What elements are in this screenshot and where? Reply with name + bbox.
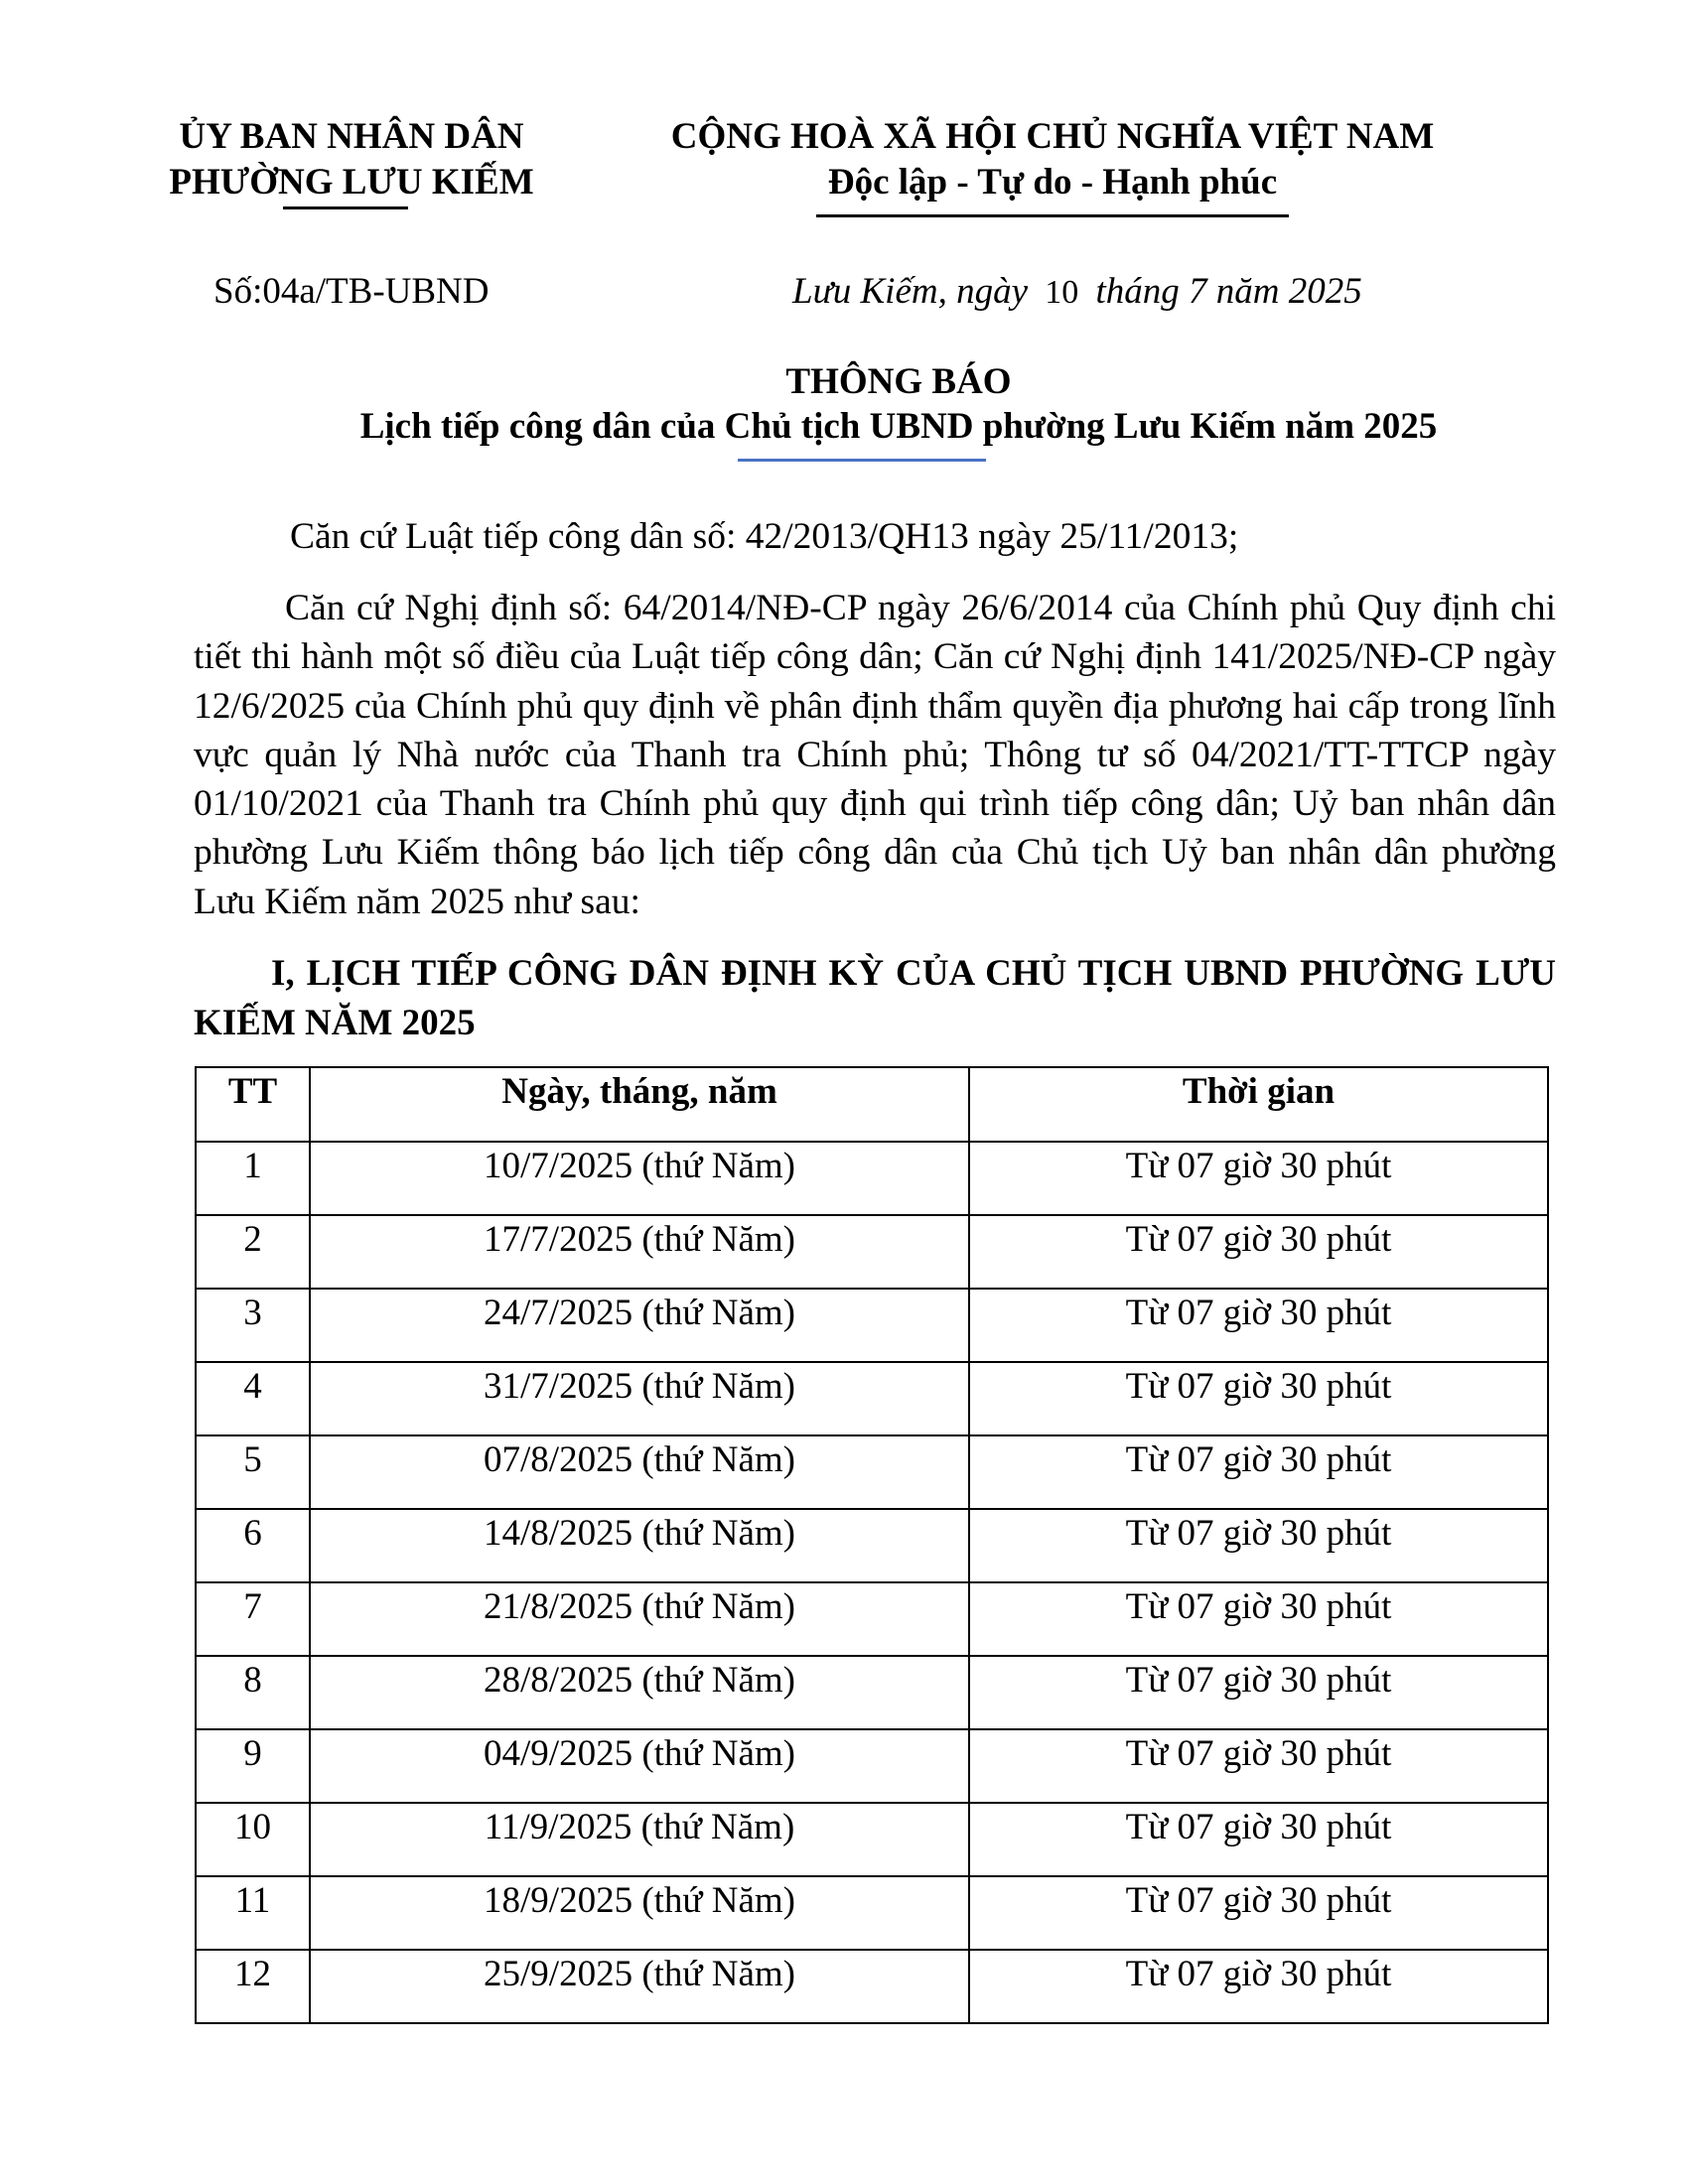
national-motto: Độc lập - Tự do - Hạnh phúc xyxy=(827,162,1278,203)
row-number: 2 xyxy=(196,1215,310,1289)
table-row xyxy=(196,1215,1548,1289)
legal-basis-2: Căn cứ Nghị định số: 64/2014/NĐ-CP ngày 26/6/2014 của Chính phủ Quy định chi tiết thi hành một số điều của Luật tiếp công dân; Căn cứ Nghị định 141/2025/NĐ-CP ngày 12/6/2025 của Chính phủ quy định về phân định thẩm quyền địa phương hai cấp trong lĩnh vực quản lý Nhà nước của Thanh tra Chính phủ; Thông tư số 04/2021/TT-TTCP ngày 01/10/2021 của Thanh tra Chính phủ quy định qui trình tiếp công dân; Uỷ ban nhân dân phường Lưu Kiếm thông báo lịch tiếp công dân của Chủ tịch Uỷ ban nhân dân phường Lưu Kiếm năm 2025 như sau: xyxy=(194,588,1556,922)
row-date: 18/9/2025 (thứ Năm) xyxy=(310,1876,969,1950)
row-time: Từ 07 giờ 30 phút xyxy=(969,1582,1548,1656)
row-date: 28/8/2025 (thứ Năm) xyxy=(310,1656,969,1729)
row-number: 11 xyxy=(196,1876,310,1950)
row-time: Từ 07 giờ 30 phút xyxy=(969,1803,1548,1876)
row-number: 9 xyxy=(196,1729,310,1803)
subtitle-underline xyxy=(738,459,986,462)
row-number: 3 xyxy=(196,1289,310,1362)
column-header-date: Ngày, tháng, năm xyxy=(310,1067,969,1142)
row-number: 5 xyxy=(196,1435,310,1509)
row-time: Từ 07 giờ 30 phút xyxy=(969,1289,1548,1362)
date-day: 10 xyxy=(1045,274,1079,311)
table-row xyxy=(196,1509,1548,1582)
row-time: Từ 07 giờ 30 phút xyxy=(969,1656,1548,1729)
section-heading: I, LỊCH TIẾP CÔNG DÂN ĐỊNH KỲ CỦA CHỦ TỊCH UBND PHƯỜNG LƯU KIẾM NĂM 2025 xyxy=(194,953,1556,1043)
row-time: Từ 07 giờ 30 phút xyxy=(969,1509,1548,1582)
row-time: Từ 07 giờ 30 phút xyxy=(969,1435,1548,1509)
table-row xyxy=(196,1803,1548,1876)
row-number: 1 xyxy=(196,1142,310,1215)
row-date: 31/7/2025 (thứ Năm) xyxy=(310,1362,969,1435)
table-row xyxy=(196,1289,1548,1362)
row-date: 10/7/2025 (thứ Năm) xyxy=(310,1142,969,1215)
table-row xyxy=(196,1435,1548,1509)
row-date: 11/9/2025 (thứ Năm) xyxy=(310,1803,969,1876)
table-row xyxy=(196,1656,1548,1729)
row-date: 14/8/2025 (thứ Năm) xyxy=(310,1509,969,1582)
row-time: Từ 07 giờ 30 phút xyxy=(969,1362,1548,1435)
row-date: 25/9/2025 (thứ Năm) xyxy=(310,1950,969,2023)
document-number: Số:04a/TB-UBND xyxy=(213,271,490,312)
issuer-line1: ỦY BAN NHÂN DÂN xyxy=(179,116,524,157)
column-header-time: Thời gian xyxy=(969,1067,1548,1142)
national-title: CỘNG HOÀ XÃ HỘI CHỦ NGHĨA VIỆT NAM xyxy=(670,116,1435,157)
row-time: Từ 07 giờ 30 phút xyxy=(969,1142,1548,1215)
column-header-tt: TT xyxy=(196,1067,310,1142)
row-number: 10 xyxy=(196,1803,310,1876)
row-number: 4 xyxy=(196,1362,310,1435)
issuer-underline xyxy=(283,206,408,209)
row-date: 24/7/2025 (thứ Năm) xyxy=(310,1289,969,1362)
row-number: 8 xyxy=(196,1656,310,1729)
date-suffix: tháng 7 năm 2025 xyxy=(1095,271,1362,312)
row-date: 17/7/2025 (thứ Năm) xyxy=(310,1215,969,1289)
row-time: Từ 07 giờ 30 phút xyxy=(969,1950,1548,2023)
row-time: Từ 07 giờ 30 phút xyxy=(969,1876,1548,1950)
table-row xyxy=(196,1950,1548,2023)
row-date: 07/8/2025 (thứ Năm) xyxy=(310,1435,969,1509)
table-header-row xyxy=(196,1067,1548,1142)
table-row xyxy=(196,1582,1548,1656)
row-date: 04/9/2025 (thứ Năm) xyxy=(310,1729,969,1803)
row-number: 7 xyxy=(196,1582,310,1656)
row-number: 6 xyxy=(196,1509,310,1582)
row-time: Từ 07 giờ 30 phút xyxy=(969,1729,1548,1803)
row-number: 12 xyxy=(196,1950,310,2023)
table-row xyxy=(196,1876,1548,1950)
row-time: Từ 07 giờ 30 phút xyxy=(969,1215,1548,1289)
date-prefix: Lưu Kiếm, ngày xyxy=(792,271,1029,312)
issuer-line2: PHƯỜNG LƯU KIẾM xyxy=(169,162,534,203)
legal-basis-1: Căn cứ Luật tiếp công dân số: 42/2013/QH13 ngày 25/11/2013; xyxy=(290,516,1239,557)
document-title: THÔNG BÁO xyxy=(785,361,1012,402)
date-line xyxy=(792,270,1362,313)
table-row xyxy=(196,1142,1548,1215)
row-date: 21/8/2025 (thứ Năm) xyxy=(310,1582,969,1656)
document-subtitle: Lịch tiếp công dân của Chủ tịch UBND phường Lưu Kiếm năm 2025 xyxy=(359,406,1438,447)
schedule-table xyxy=(195,1066,1549,2024)
motto-underline xyxy=(816,214,1289,217)
table-row xyxy=(196,1729,1548,1803)
table-row xyxy=(196,1362,1548,1435)
